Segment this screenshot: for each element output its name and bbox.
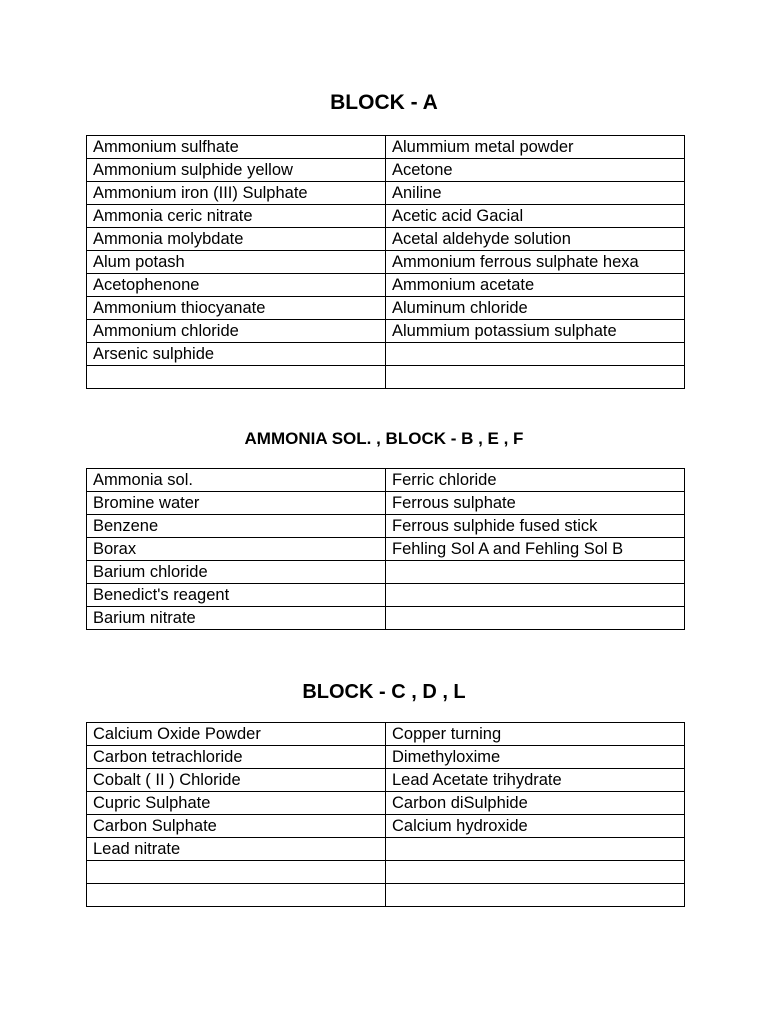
chemical-cell-left: Bromine water	[87, 492, 386, 515]
block-c-d-l-title: BLOCK - C , D , L	[302, 681, 466, 703]
chemical-cell-right	[386, 366, 685, 389]
chemical-cell-right	[386, 884, 685, 907]
block-b-e-f-title: AMMONIA SOL. , BLOCK - B , E , F	[244, 429, 524, 448]
chemical-cell-left: Benzene	[87, 515, 386, 538]
chemical-cell-right	[386, 343, 685, 366]
block-a-title: BLOCK - A	[330, 91, 438, 114]
chemical-cell-right	[386, 561, 685, 584]
table-row	[87, 815, 685, 838]
chemical-cell-right: Fehling Sol A and Fehling Sol B	[386, 538, 685, 561]
table-row	[87, 607, 685, 630]
chemical-cell-left: Ammonium thiocyanate	[87, 297, 386, 320]
chemical-cell-right: Acetic acid Gacial	[386, 205, 685, 228]
chemical-cell-right: Alummium metal powder	[386, 136, 685, 159]
table-row	[87, 343, 685, 366]
table-row	[87, 469, 685, 492]
chemical-cell-right: Calcium hydroxide	[386, 815, 685, 838]
chemical-cell-right: Carbon diSulphide	[386, 792, 685, 815]
chemical-cell-right: Aniline	[386, 182, 685, 205]
chemical-cell-left	[87, 861, 386, 884]
table-row	[87, 182, 685, 205]
chemical-cell-left: Barium chloride	[87, 561, 386, 584]
chemical-cell-right	[386, 861, 685, 884]
chemical-cell-right: Aluminum chloride	[386, 297, 685, 320]
chemical-cell-left: Benedict's reagent	[87, 584, 386, 607]
chemical-cell-right: Ammonium ferrous sulphate hexa	[386, 251, 685, 274]
chemical-cell-left: Ammonia ceric nitrate	[87, 205, 386, 228]
table-row	[87, 492, 685, 515]
chemical-cell-right: Acetone	[386, 159, 685, 182]
chemical-cell-right: Alummium potassium sulphate	[386, 320, 685, 343]
table-row	[87, 838, 685, 861]
table-row	[87, 746, 685, 769]
table-row	[87, 274, 685, 297]
chemical-cell-left: Acetophenone	[87, 274, 386, 297]
block-a-table	[86, 135, 685, 389]
table-row	[87, 297, 685, 320]
chemical-cell-right: Ferrous sulphate	[386, 492, 685, 515]
chemical-cell-right: Lead Acetate trihydrate	[386, 769, 685, 792]
chemical-cell-right	[386, 584, 685, 607]
table-row	[87, 205, 685, 228]
table-row	[87, 584, 685, 607]
table-row	[87, 228, 685, 251]
chemical-cell-left: Cupric Sulphate	[87, 792, 386, 815]
table-row	[87, 251, 685, 274]
chemical-cell-left: Borax	[87, 538, 386, 561]
chemical-cell-left: Lead nitrate	[87, 838, 386, 861]
table-row	[87, 792, 685, 815]
chemical-cell-right: Ferrous sulphide fused stick	[386, 515, 685, 538]
chemical-cell-left	[87, 366, 386, 389]
chemical-cell-left: Ammonia molybdate	[87, 228, 386, 251]
chemical-cell-left: Carbon tetrachloride	[87, 746, 386, 769]
chemical-cell-left: Calcium Oxide Powder	[87, 723, 386, 746]
block-b-e-f-table	[86, 468, 685, 630]
table-row	[87, 538, 685, 561]
chemical-cell-right: Ferric chloride	[386, 469, 685, 492]
block-c-d-l-table	[86, 722, 685, 907]
chemical-cell-left: Ammonium sulfhate	[87, 136, 386, 159]
table-row	[87, 320, 685, 343]
table-row	[87, 723, 685, 746]
chemical-cell-right: Copper turning	[386, 723, 685, 746]
chemical-cell-left	[87, 884, 386, 907]
chemical-cell-right	[386, 838, 685, 861]
chemical-cell-left: Arsenic sulphide	[87, 343, 386, 366]
table-row	[87, 561, 685, 584]
chemical-cell-left: Alum potash	[87, 251, 386, 274]
chemical-cell-right	[386, 607, 685, 630]
table-row	[87, 159, 685, 182]
chemical-cell-left: Cobalt ( II ) Chloride	[87, 769, 386, 792]
chemical-cell-left: Ammonia sol.	[87, 469, 386, 492]
chemical-cell-left: Barium nitrate	[87, 607, 386, 630]
chemical-cell-left: Carbon Sulphate	[87, 815, 386, 838]
chemical-cell-left: Ammonium chloride	[87, 320, 386, 343]
table-row	[87, 136, 685, 159]
table-row	[87, 861, 685, 884]
table-row	[87, 769, 685, 792]
chemical-cell-right: Acetal aldehyde solution	[386, 228, 685, 251]
chemical-cell-left: Ammonium sulphide yellow	[87, 159, 386, 182]
table-row	[87, 884, 685, 907]
chemical-cell-right: Ammonium acetate	[386, 274, 685, 297]
chemical-cell-right: Dimethyloxime	[386, 746, 685, 769]
table-row	[87, 515, 685, 538]
chemical-cell-left: Ammonium iron (III) Sulphate	[87, 182, 386, 205]
table-row	[87, 366, 685, 389]
